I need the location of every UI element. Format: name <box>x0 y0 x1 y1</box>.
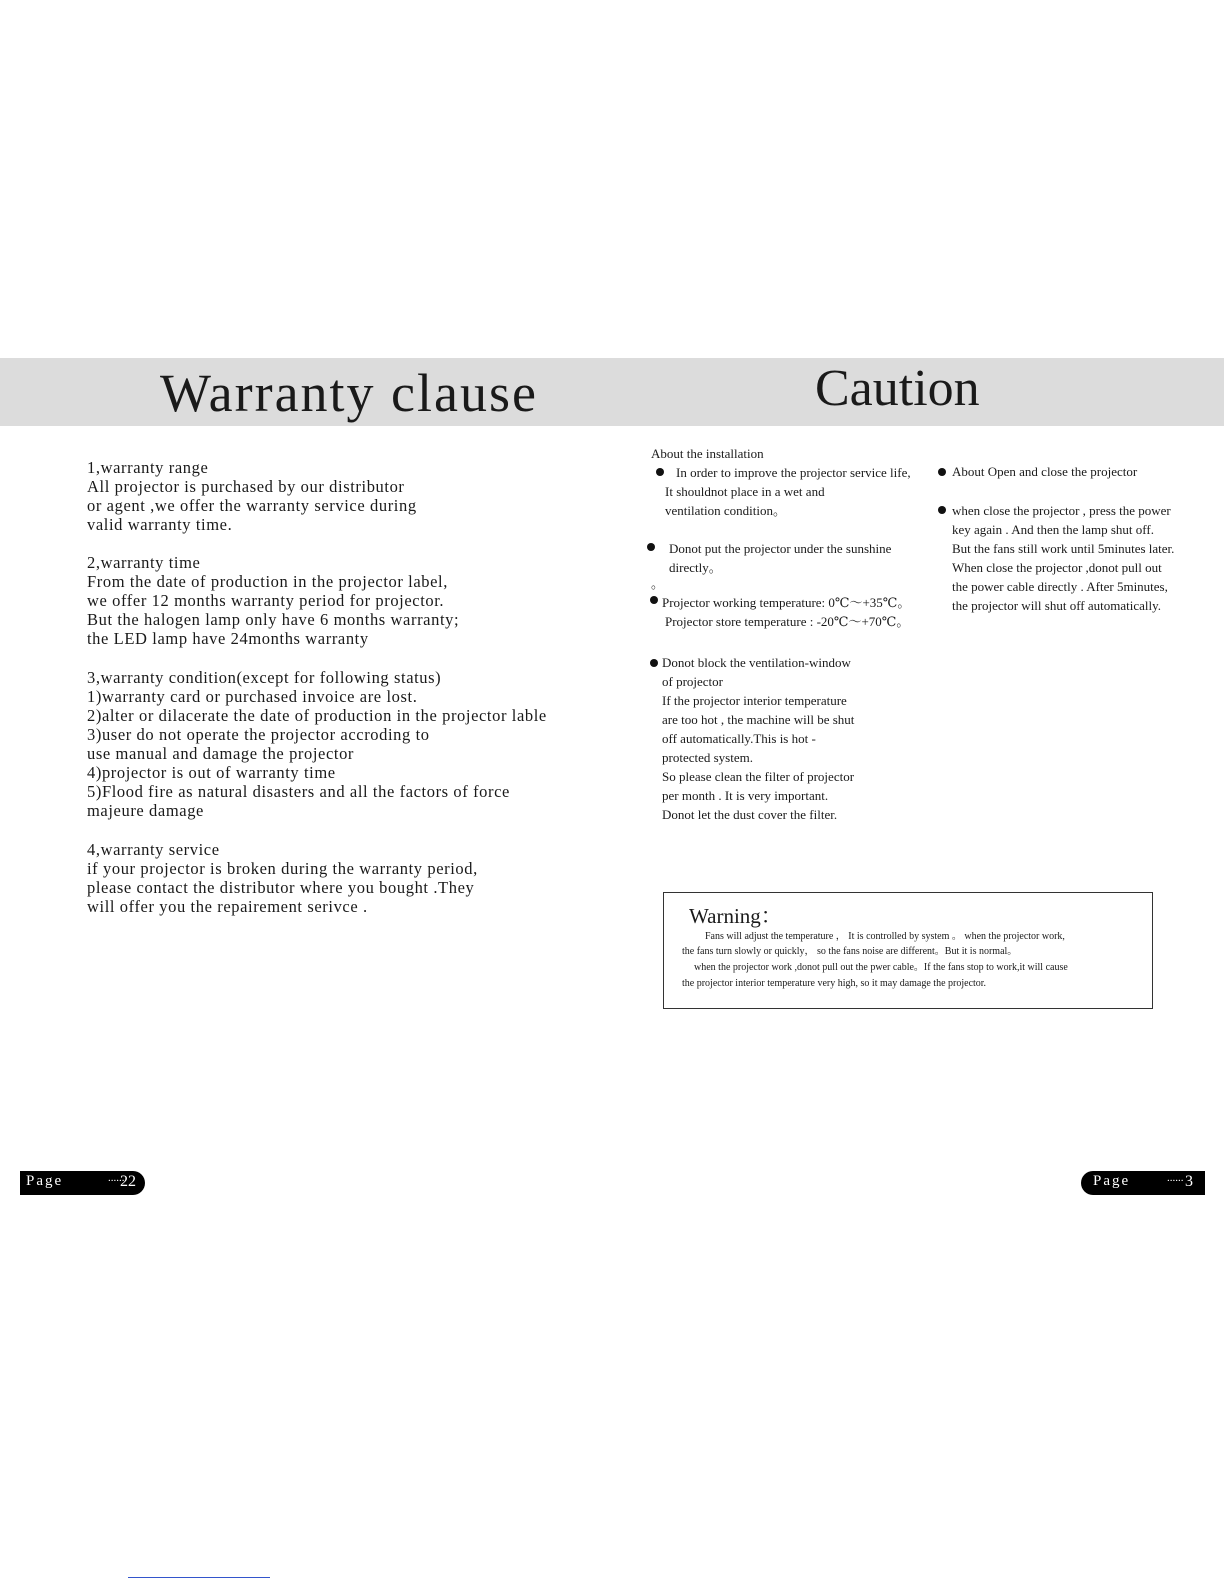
caution-line: In order to improve the projector service life, <box>676 465 911 480</box>
caution-line: are too hot , the machine will be shut <box>662 712 855 727</box>
warranty-line: valid warranty time. <box>87 515 233 534</box>
page-number: 3 <box>1185 1173 1193 1190</box>
caution-line: Donot let the dust cover the filter. <box>662 807 838 822</box>
caution-line: If the projector interior temperature <box>662 693 847 708</box>
bullet-icon <box>647 543 655 551</box>
page-dots: ...... <box>1167 1172 1184 1184</box>
caution-line: protected system. <box>662 750 753 765</box>
warning-line: Fans will adjust the temperature ， It is controlled by system 。 when the projector work, <box>705 931 1065 942</box>
caution-line: 。 <box>651 576 665 591</box>
warranty-line: the LED lamp have 24months warranty <box>87 629 369 648</box>
warranty-line: 1,warranty range <box>87 458 209 477</box>
caution-line: Projector working temperature: 0℃～+35℃。 <box>662 595 911 610</box>
caution-line: the power cable directly . After 5minutes, <box>952 579 1168 594</box>
caution-line: directly。 <box>669 560 722 575</box>
caution-line: But the fans still work until 5minutes later. <box>952 541 1175 556</box>
installation-heading: About the installation <box>651 446 764 461</box>
warranty-line: please contact the distributor where you bought .They <box>87 878 475 897</box>
bullet-icon <box>650 659 658 667</box>
caution-line: Donot put the projector under the sunshine <box>669 541 892 556</box>
page-number-left <box>20 1171 145 1195</box>
caution-line: of projector <box>662 674 724 689</box>
caution-line: So please clean the filter of projector <box>662 769 855 784</box>
warranty-line: 1)warranty card or purchased invoice are lost. <box>87 687 418 706</box>
caution-line: It shouldnot place in a wet and <box>665 484 825 499</box>
warranty-line: we offer 12 months warranty period for projector. <box>87 591 445 610</box>
warranty-line: use manual and damage the projector <box>87 744 355 763</box>
page-label: Page <box>26 1173 64 1189</box>
bullet-icon <box>938 468 946 476</box>
warning-line: when the projector work ,donot pull out the pwer cable。If the fans stop to work,it will cause <box>694 962 1068 973</box>
caution-line: About Open and close the projector <box>952 464 1138 479</box>
warning-line: the fans turn slowly or quickly， so the fans noise are different。But it is normal。 <box>682 946 1018 957</box>
caution-line: When close the projector ,donot pull out <box>952 560 1162 575</box>
warranty-line: 4,warranty service <box>87 840 220 859</box>
warranty-line: or agent ,we offer the warranty service during <box>87 496 417 515</box>
warranty-line: will offer you the repairement serivce . <box>87 897 368 916</box>
bullet-icon <box>650 596 658 604</box>
warning-line: the projector interior temperature very high, so it may damage the projector. <box>682 978 987 989</box>
page-number: 22 <box>120 1173 136 1190</box>
warranty-line: From the date of production in the projector label, <box>87 572 448 591</box>
warranty-line: 5)Flood fire as natural disasters and all the factors of force <box>87 782 510 801</box>
warranty-line: 3,warranty condition(except for following status) <box>87 668 442 687</box>
warranty-line: But the halogen lamp only have 6 months warranty; <box>87 610 460 629</box>
caution-line: ventilation condition。 <box>665 503 786 518</box>
page-label: Page <box>1093 1173 1131 1189</box>
warranty-line: 3)user do not operate the projector accroding to <box>87 725 430 744</box>
page-dots: ...... <box>108 1172 125 1184</box>
caution-line: off automatically.This is hot - <box>662 731 816 746</box>
caution-line: when close the projector , press the power <box>952 503 1171 518</box>
caution-line: the projector will shut off automatically. <box>952 598 1162 613</box>
warranty-line: 2)alter or dilacerate the date of production in the projector lable <box>87 706 547 725</box>
bottom-rule <box>128 1577 270 1578</box>
warranty-line: 2,warranty time <box>87 553 201 572</box>
caution-line: Projector store temperature : -20℃～+70℃。 <box>665 614 910 629</box>
warranty-line: if your projector is broken during the warranty period, <box>87 859 478 878</box>
bullet-icon <box>656 468 664 476</box>
bullet-icon <box>938 506 946 514</box>
warranty-title: Warranty clause <box>160 363 538 423</box>
caution-line: Donot block the ventilation-window <box>662 655 851 670</box>
warning-title: Warning： <box>689 904 782 928</box>
caution-title: Caution <box>815 360 980 417</box>
warranty-line: All projector is purchased by our distributor <box>87 477 405 496</box>
warranty-line: majeure damage <box>87 801 204 820</box>
caution-line: per month . It is very important. <box>662 788 829 803</box>
warranty-line: 4)projector is out of warranty time <box>87 763 336 782</box>
caution-line: key again . And then the lamp shut off. <box>952 522 1154 537</box>
page-number-right <box>1081 1171 1205 1195</box>
